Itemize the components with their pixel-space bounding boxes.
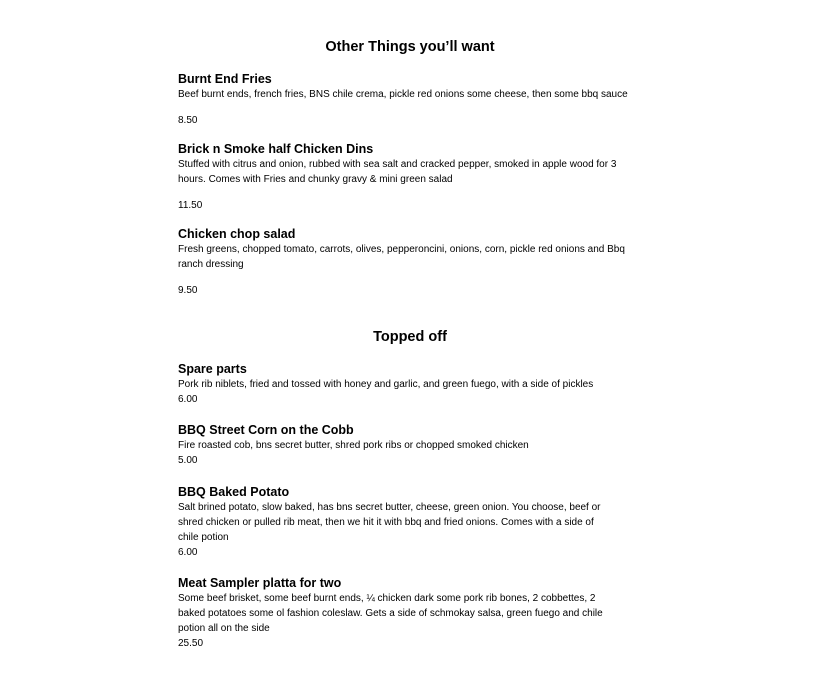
menu-item-chicken-dins xyxy=(178,141,648,213)
item-name: Chicken chop salad xyxy=(178,227,296,241)
menu-item-burnt-end-fries xyxy=(178,71,648,128)
menu-item-chicken-chop-salad xyxy=(178,226,648,298)
item-price: 8.50 xyxy=(178,115,198,126)
item-description-line: Stuffed with citrus and onion, rubbed with sea salt and cracked pepper, smoked in apple wood for 3 xyxy=(178,159,617,170)
item-description-line: ranch dressing xyxy=(178,259,244,270)
item-name: BBQ Street Corn on the Cobb xyxy=(178,423,354,437)
item-price: 9.50 xyxy=(178,285,198,296)
item-name: Meat Sampler platta for two xyxy=(178,576,342,590)
item-price: 6.00 xyxy=(178,547,198,558)
item-price: 6.00 xyxy=(178,394,198,405)
section-title-other-things: Other Things you’ll want xyxy=(325,39,495,55)
item-description-line: chile potion xyxy=(178,532,229,543)
item-description-line: potion all on the side xyxy=(178,623,270,634)
item-name: Burnt End Fries xyxy=(178,72,272,86)
item-name: BBQ Baked Potato xyxy=(178,485,290,499)
item-description: Fire roasted cob, bns secret butter, shred pork ribs or chopped smoked chicken xyxy=(178,440,529,451)
menu-item-meat-sampler xyxy=(178,575,648,651)
item-price: 5.00 xyxy=(178,455,198,466)
item-description-line: Fresh greens, chopped tomato, carrots, olives, pepperoncini, onions, corn, pickle red onions and Bbq xyxy=(178,244,625,255)
item-description: Beef burnt ends, french fries, BNS chile crema, pickle red onions some cheese, then some bbq sauce xyxy=(178,89,628,100)
section-title-topped-off: Topped off xyxy=(373,329,447,345)
item-name: Spare parts xyxy=(178,362,247,376)
menu-item-street-corn xyxy=(178,422,648,468)
item-price: 25.50 xyxy=(178,638,204,649)
item-description: Pork rib niblets, fried and tossed with honey and garlic, and green fuego, with a side of pickles xyxy=(178,379,594,390)
item-description-line: Some beef brisket, some beef burnt ends, ¼ chicken dark some pork rib bones, 2 cobbettes, 2 xyxy=(178,593,596,604)
menu-item-spare-parts xyxy=(178,361,648,407)
item-description-line: shred chicken or pulled rib meat, then we hit it with bbq and fried onions. Comes with a side of xyxy=(178,517,594,528)
item-description-line: Salt brined potato, slow baked, has bns secret butter, cheese, green onion. You choose, beef or xyxy=(178,502,601,513)
menu-item-baked-potato xyxy=(178,484,648,560)
item-price: 11.50 xyxy=(178,200,203,211)
item-description-line: hours. Comes with Fries and chunky gravy & mini green salad xyxy=(178,174,453,185)
item-name: Brick n Smoke half Chicken Dins xyxy=(178,142,374,156)
item-description-line: baked potatoes some ol fashion coleslaw. Gets a side of schmokay salsa, green fuego and chile xyxy=(178,608,603,619)
